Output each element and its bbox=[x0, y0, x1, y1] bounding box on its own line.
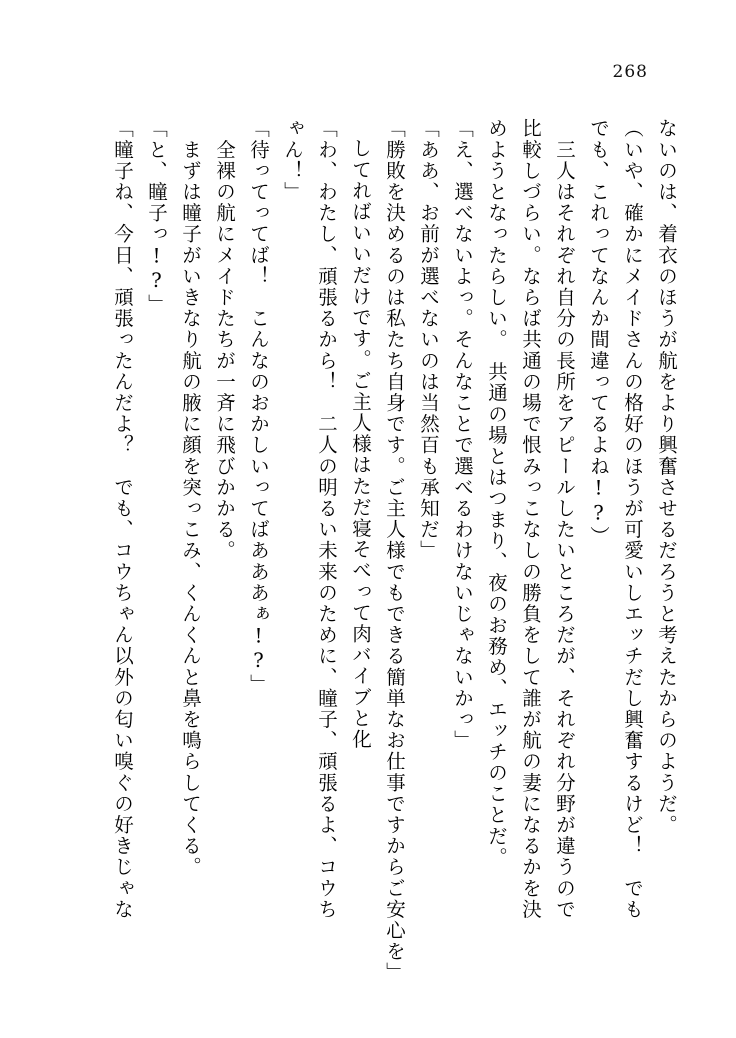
text-line: 「勝敗を決めるのは私たち自身です。ご主人様でもできる簡単なお仕事ですからご安心を」 bbox=[383, 118, 406, 984]
text-line: 「え、選べないよっ。そんなことで選べるわけないじゃないかっ」 bbox=[451, 118, 474, 751]
text-line: ゃん！」 bbox=[281, 118, 304, 203]
body-text-block bbox=[58, 118, 676, 986]
text-line: 「瞳子ね、今日、頑張ったんだよ？ でも、コウちゃん以外の匂い嗅ぐの好きじゃな bbox=[111, 118, 134, 920]
text-line: してればいいだけです。ご主人様はただ寝そべって肉バイブと化 bbox=[349, 138, 372, 750]
text-line: 三人はそれぞれ自分の長所をアピールしたいところだが、それぞれ分野が違うので bbox=[553, 118, 576, 920]
text-line: 「待ってってば！ こんなのおかしいってばあああぁ!?」 bbox=[247, 118, 270, 695]
text-line: でも、これってなんか間違ってるよね!?） bbox=[587, 118, 610, 547]
text-line: 「ああ、お前が選べないのは当然百も承知だ」 bbox=[417, 118, 440, 562]
text-line: （いや、確かにメイドさんの格好のほうが可愛いしエッチだし興奮するけど！ でも bbox=[621, 118, 644, 920]
text-line: 「わ、わたし、頑張るから！ 二人の明るい未来のために、瞳子、頑張るよ、コウち bbox=[315, 118, 338, 920]
page-number: 268 bbox=[612, 62, 648, 82]
text-line: 全裸の航にメイドたちが一斉に飛びかかる。 bbox=[213, 118, 236, 562]
text-line: まずは瞳子がいきなり航の腋に顔を突っこみ、くんくんと鼻を鳴らしてくる。 bbox=[179, 118, 202, 878]
text-line: 比較しづらい。ならば共通の場で恨みっこなしの勝負をして誰が航の妻になるかを決 bbox=[519, 118, 542, 920]
text-line: ないのは、着衣のほうが航をより興奮させるだろうと考えたからのようだ。 bbox=[655, 118, 678, 836]
text-line: 「と、瞳子っ!?」 bbox=[145, 118, 168, 315]
text-line: めようとなったらしい。 共通の場とはつまり、夜のお務め、エッチのことだ。 bbox=[485, 118, 508, 868]
